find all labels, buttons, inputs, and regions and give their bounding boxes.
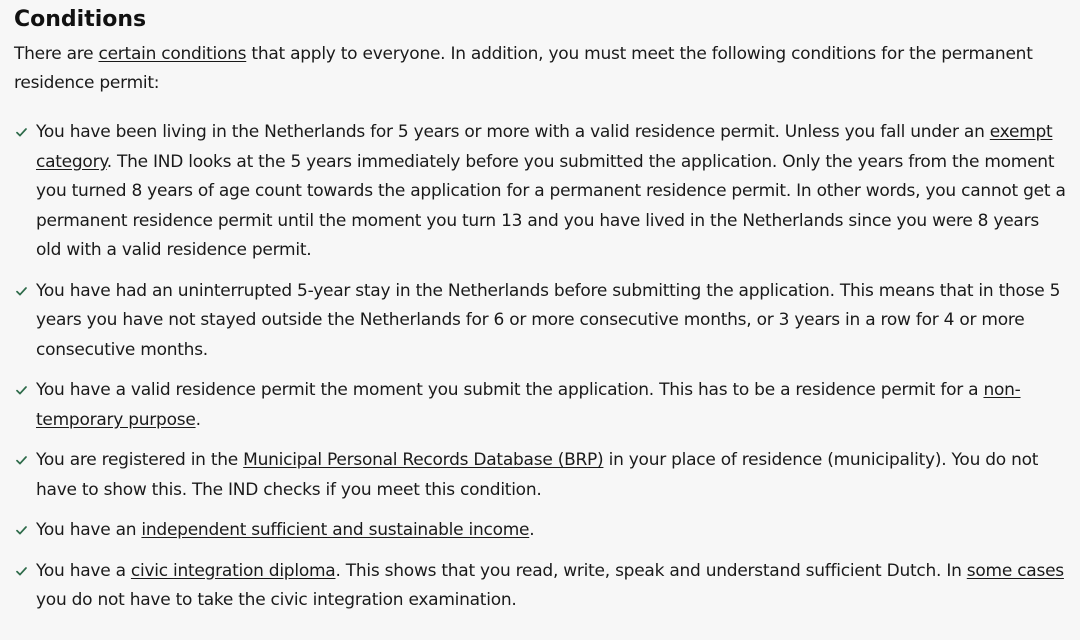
check-icon [14, 557, 28, 586]
condition-text: in your place of residence (municipality). You do not have to show this. The IND checks if you meet this condition. [36, 450, 1039, 500]
condition-item [14, 118, 1066, 266]
some-cases-link[interactable]: some cases [966, 560, 1064, 581]
condition-item [14, 376, 1066, 435]
condition-text: you do not have to take the civic integration examination. [36, 590, 517, 610]
check-icon [14, 446, 28, 475]
brp-link[interactable]: Municipal Personal Records Database (BRP) [243, 450, 604, 470]
check-icon [14, 277, 28, 306]
condition-text: . [529, 520, 535, 540]
certain-conditions-link[interactable]: certain conditions [98, 44, 247, 64]
condition-text: . [195, 409, 201, 430]
section-heading: Conditions [14, 7, 147, 32]
condition-text: You have an [36, 520, 142, 540]
condition-text: . This shows that you read, write, speak and understand sufficient Dutch. In [335, 560, 967, 581]
intro-text-before: There are [14, 44, 99, 64]
condition-text: You have a [36, 560, 131, 581]
sufficient-income-link[interactable]: independent sufficient and sustainable income [141, 520, 530, 540]
check-icon [14, 118, 28, 147]
intro-text-after: that apply to everyone. In addition, you must meet the following conditions for the permanent residence permit: [14, 44, 1033, 93]
condition-text: You have a valid residence permit the moment you submit the application. This has to be a residence permit for a [36, 380, 984, 400]
condition-text: You are registered in the [36, 450, 244, 470]
condition-text: You have had an uninterrupted 5-year stay in the Netherlands before submitting the application. This means that in those 5 years you have not stayed outside the Netherlands for 6 or more consecutive months, or 3 years in a row for 4 or more consecutive months. [36, 280, 1061, 360]
condition-item [14, 446, 1066, 505]
condition-item [14, 516, 1066, 546]
civic-integration-diploma-link[interactable]: civic integration diploma [130, 560, 336, 581]
condition-text: . The IND looks at the 5 years immediately before you submitted the application. Only the years from the moment you turned 8 years of age count towards the application for a permanent residence permit. In other words, you cannot get a permanent residence permit until the moment you turn 13 and you have lived in the Netherlands since you were 8 years old with a valid residence permit. [36, 151, 1066, 260]
check-icon [14, 376, 28, 405]
condition-text: You have been living in the Netherlands for 5 years or more with a valid residence permit. Unless you fall under an [36, 122, 990, 142]
exempt-category-link[interactable]: exempt category [36, 122, 1053, 172]
condition-item [14, 277, 1066, 366]
conditions-list [14, 118, 1066, 616]
intro-paragraph [14, 40, 1066, 98]
non-temporary-purpose-link[interactable]: non-temporary purpose [36, 380, 1021, 430]
check-icon [14, 516, 28, 545]
condition-item [14, 557, 1066, 616]
